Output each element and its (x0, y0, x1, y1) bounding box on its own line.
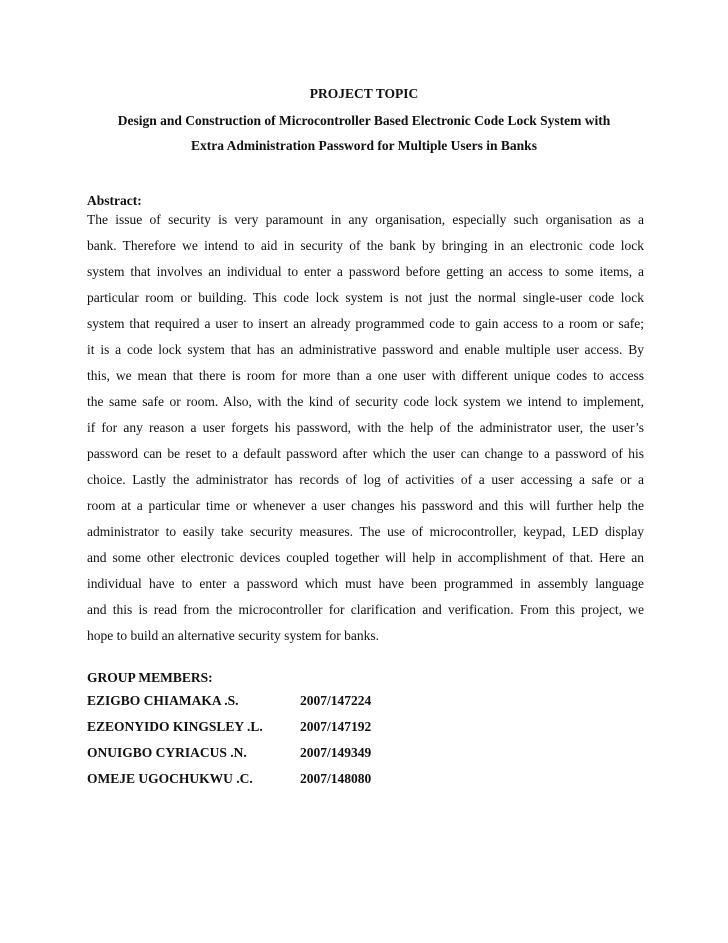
abstract-line: if for any reason a user forgets his password, with the help of the administrator user, the user’s (87, 420, 644, 435)
project-title-line-2: Extra Administration Password for Multiple Users in Banks (191, 138, 537, 153)
project-title-line-1: Design and Construction of Microcontroller Based Electronic Code Lock System with (117, 113, 611, 128)
abstract-line: choice. Lastly the administrator has records of log of activities of a user accessing a safe or a (87, 472, 644, 487)
member-reg-number: 2007/148080 (300, 771, 372, 786)
member-name: EZEONYIDO KINGSLEY .L. (87, 719, 263, 734)
abstract-line: this, we mean that there is room for more than a one user with different unique codes to access (87, 368, 644, 383)
abstract-line: administrator to easily take security measures. The use of microcontroller, keypad, LED display (87, 524, 644, 539)
abstract-line: the same safe or room. Also, with the kind of security code lock system we intend to implement, (87, 394, 644, 409)
member-reg-number: 2007/147224 (300, 693, 372, 708)
abstract-line: password can be reset to a default password after which the user can change to a password of his (87, 446, 644, 461)
member-name: OMEJE UGOCHUKWU .C. (87, 771, 253, 786)
group-members-heading: GROUP MEMBERS: (87, 670, 213, 685)
project-topic-label: PROJECT TOPIC (309, 86, 419, 101)
member-reg-number: 2007/149349 (300, 745, 372, 760)
abstract-line: individual have to enter a password which must have been programmed in assembly language (87, 576, 644, 591)
abstract-line: system that required a user to insert an already programmed code to gain access to a room or safe; (87, 316, 644, 331)
abstract-line: it is a code lock system that has an administrative password and enable multiple user access. By (87, 342, 644, 357)
abstract-line: and some other electronic devices coupled together will help in accomplishment of that. Here an (87, 550, 644, 565)
abstract-heading: Abstract: (87, 193, 142, 208)
abstract-body (87, 207, 644, 649)
abstract-line: particular room or building. This code lock system is not just the normal single-user code lock (87, 290, 644, 305)
member-reg-number: 2007/147192 (300, 719, 372, 734)
abstract-line: room at a particular time or whenever a user changes his password and this will further help the (87, 498, 644, 513)
member-name: ONUIGBO CYRIACUS .N. (87, 745, 247, 760)
abstract-line: and this is read from the microcontroller for clarification and verification. From this project, we (87, 602, 644, 617)
abstract-line: bank. Therefore we intend to aid in security of the bank by bringing in an electronic code lock (87, 238, 644, 253)
member-name: EZIGBO CHIAMAKA .S. (87, 693, 239, 708)
abstract-line: The issue of security is very paramount in any organisation, especially such organisation as a (87, 212, 644, 227)
abstract-line: system that involves an individual to enter a password before getting an access to some items, a (87, 264, 644, 279)
abstract-line: hope to build an alternative security system for banks. (87, 628, 380, 643)
